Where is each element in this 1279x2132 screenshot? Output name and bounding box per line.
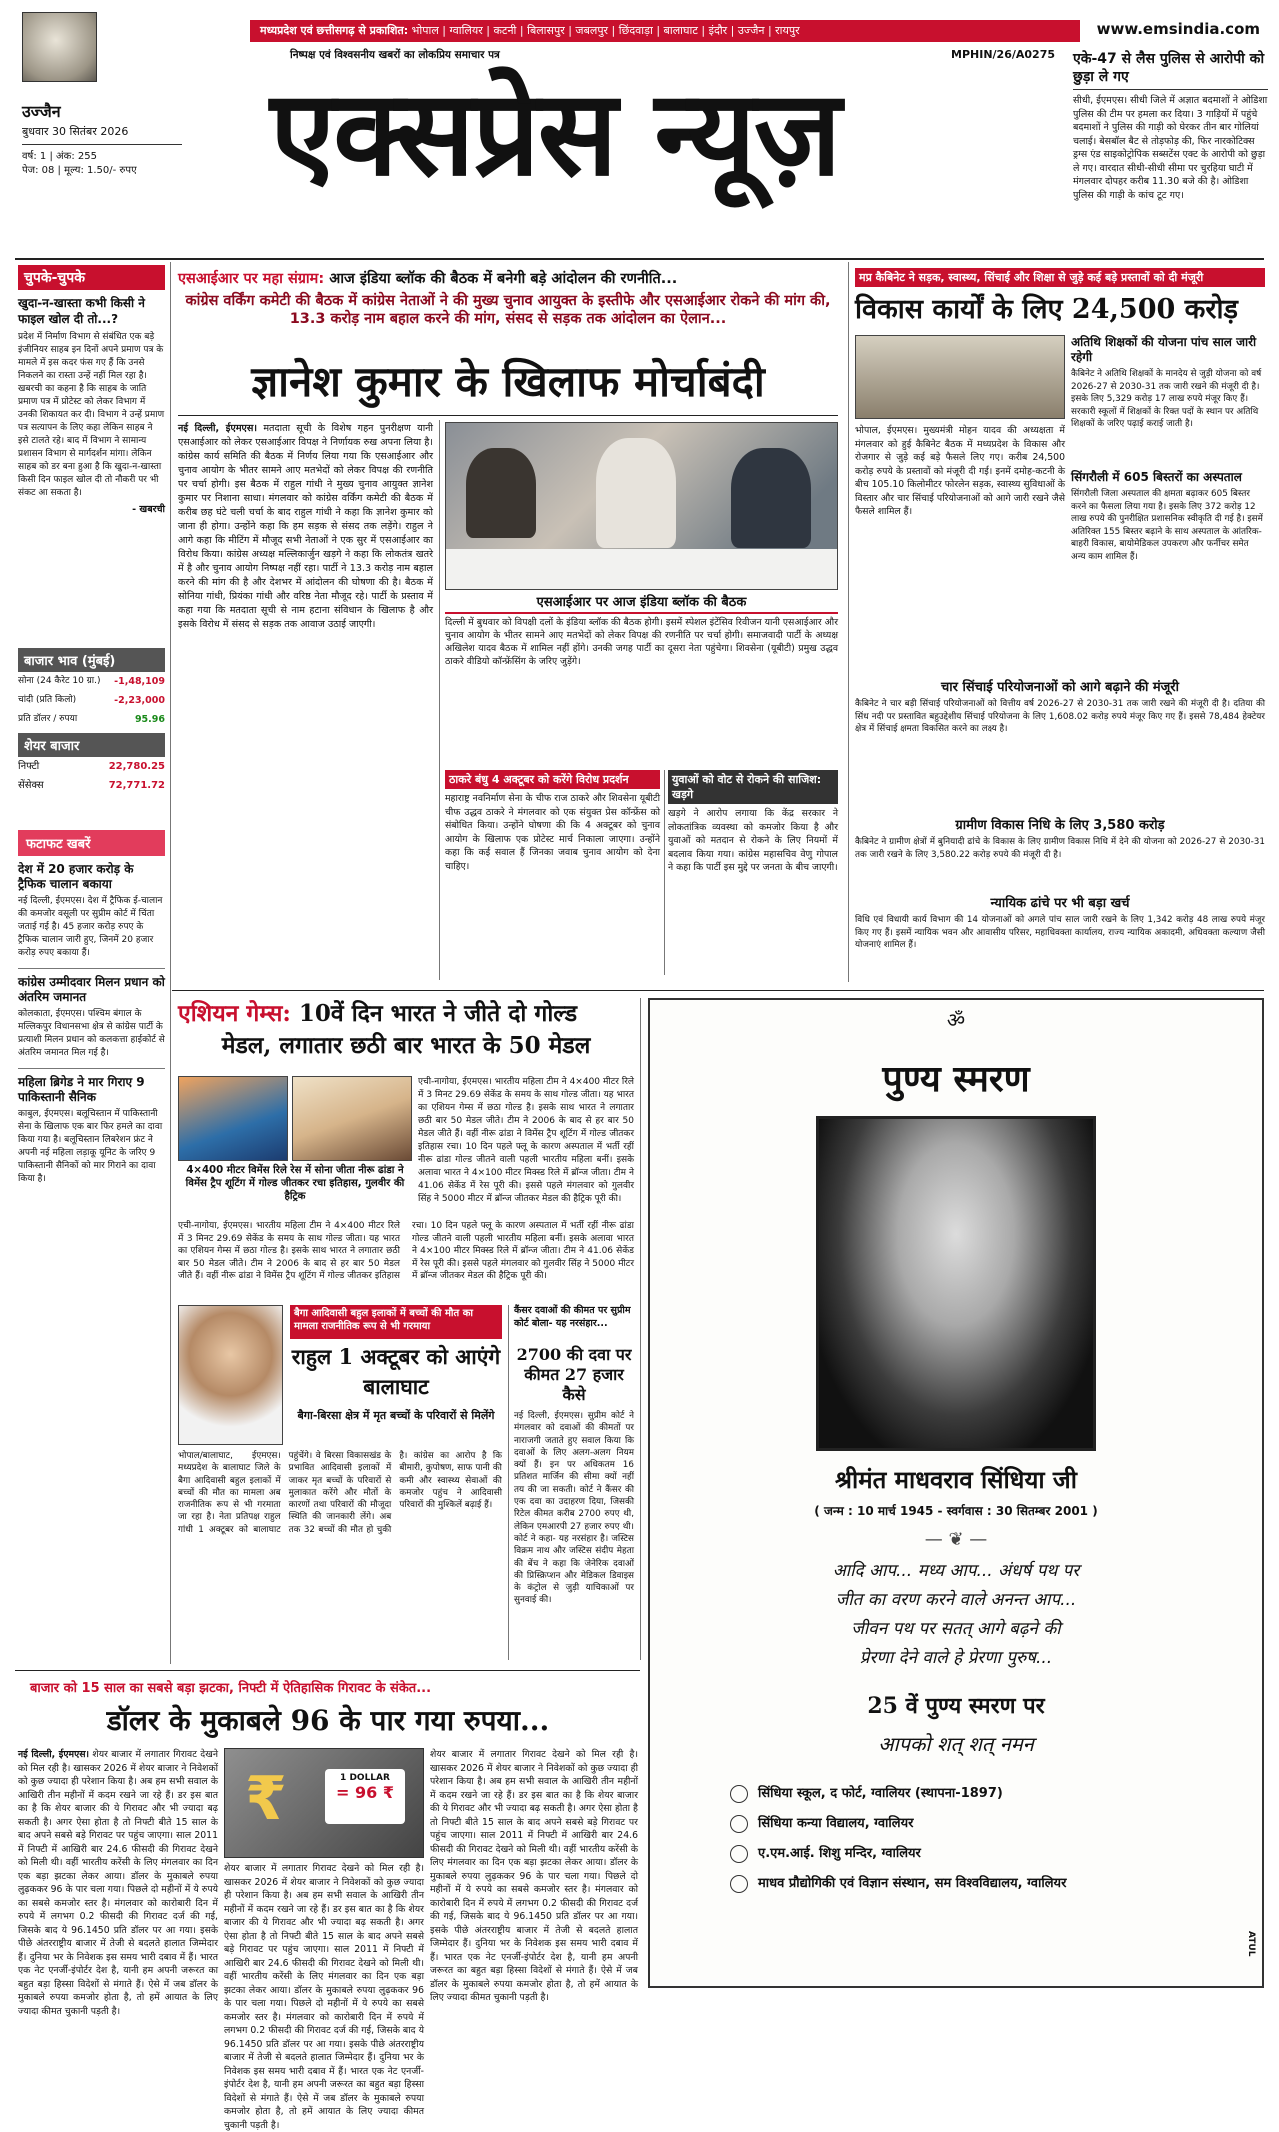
institution-3 xyxy=(730,1839,1262,1869)
tribute-photo xyxy=(816,1116,1096,1451)
rupee-dateline: नई दिल्ली, ईएमएस। xyxy=(18,1749,90,1760)
nifty-row xyxy=(18,757,165,776)
sports-headline xyxy=(178,998,634,1072)
sports-kicker: एशियन गेम्स: xyxy=(178,1000,291,1027)
gold-value: -1,48,109 xyxy=(114,676,165,687)
market-title: बाजार भाव (मुंबई) xyxy=(18,648,165,672)
sports-body-side-text: एची-नागोया, ईएमएस। भारतीय महिला टीम ने 4×400 मीटर रिले में 3 मिनट 29.69 सेकेंड के समय के साथ गोल्ड जीता। यह भारत का एशियन गेम्स में छठा गोल्ड है। इसके साथ भारत ने लगातार छठी बार 50 मेडल जीते। टीम ने 2006 के बाद से हर बार 50 मेडल जीते हैं। वहीं नीरू ढांडा ने विमेंस ट्रैप शूटिंग में गोल्ड जीतकर इतिहास रचा। 10 दिन पहले फ्लू के कारण अस्पताल में भर्ती रहीं नीरू ढांडा गोल्ड जीतने वाली पहली भारतीय महिला बनीं। इसके अलावा भारत ने 4×100 मीटर मिक्स्ड रिले में ब्रॉन्ज जीता। टीम ने 41.06 सेकेंड में रेस पूरी की। इससे पहले मंगलवार को गुलवीर सिंह ने 5000 मीटर में ब्रॉन्ज जीतकर मेडल की हैट्रिक पूरी की। xyxy=(418,1077,634,1204)
institution-4 xyxy=(730,1869,1262,1899)
sports-photo-relay xyxy=(178,1076,288,1161)
guest-teacher-box xyxy=(1071,335,1265,467)
gold-row xyxy=(18,672,165,691)
lead-kicker-rest: आज इंडिया ब्लॉक की बैठक में बनेगी बड़े आंदोलन की रणनीति... xyxy=(329,271,678,287)
chupke-head: खुदा-न-खास्ता कभी किसी ने फाइल खोल दी तो...? xyxy=(18,296,145,326)
sensex-row xyxy=(18,776,165,795)
top-story-body: सीधी, ईएमएस। सीधी जिले में अज्ञात बदमाशों ने ओडिशा पुलिस की टीम पर हमला कर दिया। 3 गाड़ियों में पहुंचे बदमाशों ने पुलिस की गाड़ी को घेरकर तीन बार गोलियां चलाई। बेसबॉल बैट से तोड़फोड़ की, फिर नारकोटिक्स ड्रग्स एंड साइकोट्रोपिक सब्सटेंस एक्ट के आरोपी को छुड़ा ले गए। वारदात सीधी-सीधी सीमा पर चुरहिया घाटी में मंगलवार दोपहर करीब 11.30 बजे की है। ओडिशा पुलिस की गाड़ी के कांच टूट गए। xyxy=(1073,95,1268,201)
fatafat-item-3-body: काबुल, ईएमएस। बलूचिस्तान में पाकिस्तानी सेना के खिलाफ एक बार फिर हमले का दावा किया गया है। बलूचिस्तान लिबरेशन फ्रंट ने अपनी नई महिला लड़ाकू यूनिट के जरिए 9 पाकिस्तानी सैनिकों को मार गिराने का दावा किया है। xyxy=(18,1109,163,1184)
sports-headline-line2: मेडल, लगातार छठी बार भारत के 50 मेडल xyxy=(221,1032,591,1059)
kharge-head: युवाओं को वोट से रोकने की साजिश: खड़गे xyxy=(668,770,838,804)
rupee-body: शेयर बाजार में लगातार गिरावट देखने को मिल रही है। खासकर 2026 में शेयर बाजार ने निवेशकों को कुछ ज्यादा ही परेशान किया है। अब हम सभी सवाल के आखिरी तीन महीनों में कदम रखने जा रहे हैं। डर इस बात का है कि शेयर बाजार की ये गिरावट और भी ज्यादा बढ़ सकती है। अगर ऐसा होता है तो निफ्टी बीते 15 साल के बाद अपने सबसे बड़े गिरावट पर पहुंच जाएगा। साल 2011 में निफ्टी में आखिरी बार 24.6 फीसदी की गिरावट देखने को मिली थी। वहीं भारतीय करेंसी के लिए मंगलवार का दिन एक बड़ा झटका लेकर आया। डॉलर के मुकाबले रुपया लुढ़ककर 96 के पार चला गया। पिछले दो महीनों में ये रुपये का सबसे कमजोर स्तर है। मंगलवार को कारोबारी दिन में रुपये में लगभग 0.2 फीसदी की गिरावट दर्ज की गई, जिसके बाद ये 96.1450 प्रति डॉलर पर आ गया। इसके पीछे अंतरराष्ट्रीय बाजार में तेजी से बदलते हालात जिम्मेदार हैं। दुनिया भर के निवेशक इस समय भारी दबाव में हैं। भारत एक नेट एनर्जी-इंपोर्टर देश है, यानी हम अपनी जरूरत का बहुत बड़ा हिस्सा विदेशों से मंगाते हैं। ऐसे में जब डॉलर के मुकाबले रुपया कमजोर होता है, तो हमें आयात के लिए ज्यादा कीमत चुकानी पड़ती है। xyxy=(18,1749,218,2017)
reg-number: MPHIN/26/A0275 xyxy=(951,48,1055,61)
tribute-homage: आपको शत् शत् नमन xyxy=(878,1732,1034,1756)
edition-cities: भोपाल | ग्वालियर | कटनी | बिलासपुर | जबलपुर | छिंदवाड़ा | बालाघाट | इंदौर | उज्जैन | रायपुर xyxy=(411,24,800,37)
tribute-name: श्रीमंत माधवराव सिंधिया जी xyxy=(835,1465,1077,1494)
nifty-value: 22,780.25 xyxy=(108,761,165,772)
rupee-body-cont: शेयर बाजार में लगातार गिरावट देखने को मिल रही है। खासकर 2026 में शेयर बाजार ने निवेशकों को कुछ ज्यादा ही परेशान किया है। अब हम सभी सवाल के आखिरी तीन महीनों में कदम रखने जा रहे हैं। डर इस बात का है कि शेयर बाजार की ये गिरावट और भी ज्यादा बढ़ सकती है। अगर ऐसा होता है तो निफ्टी बीते 15 साल के बाद अपने सबसे बड़े गिरावट पर पहुंच जाएगा। साल 2011 में निफ्टी में आखिरी बार 24.6 फीसदी की गिरावट देखने को मिली थी। वहीं भारतीय करेंसी के लिए मंगलवार का दिन एक बड़ा झटका लेकर आया। डॉलर के मुकाबले रुपया लुढ़ककर 96 के पार चला गया। पिछले दो महीनों में ये रुपये का सबसे कमजोर स्तर है। मंगलवार को कारोबारी दिन में रुपये में लगभग 0.2 फीसदी की गिरावट दर्ज की गई, जिसके बाद ये 96.1450 प्रति डॉलर पर आ गया। इसके पीछे अंतरराष्ट्रीय बाजार में तेजी से बदलते हालात जिम्मेदार हैं। दुनिया भर के निवेशक इस समय भारी दबाव में हैं। भारत एक नेट एनर्जी-इंपोर्टर देश है, यानी हम अपनी जरूरत का बहुत बड़ा हिस्सा विदेशों से मंगाते हैं। ऐसे में जब डॉलर के मुकाबले रुपया कमजोर होता है, तो हमें आयात के लिए ज्यादा कीमत चुकानी पड़ती है। xyxy=(224,1863,424,2131)
fatafat-item-3-head: महिला ब्रिगेड ने मार गिराए 9 पाकिस्तानी सैनिक xyxy=(18,1075,145,1104)
cabinet-kicker: मप्र कैबिनेट ने सड़क, स्वास्थ्य, सिंचाई और शिक्षा से जुड़े कई बड़े प्रस्तावों को दी मंजूरी xyxy=(855,268,1265,287)
institution-2 xyxy=(730,1809,1262,1839)
issue-date: बुधवार 30 सितंबर 2026 xyxy=(22,125,129,138)
judicial-story xyxy=(855,896,1265,982)
masthead-logo-portrait xyxy=(22,12,97,82)
guest-teacher-body: कैबिनेट ने अतिथि शिक्षकों के मानदेय से जुड़ी योजना को वर्ष 2026-27 से 2030-31 तक जारी रखने की मंजूरी दी है। इसके लिए 5,329 करोड़ 17 लाख रुपये मंजूर किए हैं। सरकारी स्कूलों में शिक्षकों के रिक्त पदों के स्थान पर अतिथि शिक्षकों के जरिए पढ़ाई कराई जाती है। xyxy=(1071,369,1262,429)
irrigation-body: कैबिनेट ने चार बड़ी सिंचाई परियोजनाओं को वित्तीय वर्ष 2026-27 से 2030-31 तक जारी रखने की मंजूरी दी है। दतिया की सिंध नदी पर प्रस्तावित बहुउद्देशीय सिंचाई परियोजना के लिए 1,608.02 करोड़ रुपये मंजूर किए गए हैं। इससे 78,484 हेक्टेयर क्षेत्र में सिंचाई क्षमता विकसित करने का लक्ष्य है। xyxy=(855,699,1265,734)
rural-fund-story xyxy=(855,818,1265,893)
sensex-value: 72,771.72 xyxy=(108,780,165,791)
drugs-headline: 2700 की दवा पर कीमत 27 हजार कैसे xyxy=(516,1345,632,1404)
sports-body-side xyxy=(418,1076,634,1216)
singrauli-box xyxy=(1071,470,1265,675)
sports-photo-shooter xyxy=(292,1076,412,1161)
rupee-body-cont-2: शेयर बाजार में लगातार गिरावट देखने को मिल रही है। खासकर 2026 में शेयर बाजार ने निवेशकों को कुछ ज्यादा ही परेशान किया है। अब हम सभी सवाल के आखिरी तीन महीनों में कदम रखने जा रहे हैं। डर इस बात का है कि शेयर बाजार की ये गिरावट और भी ज्यादा बढ़ सकती है। अगर ऐसा होता है तो निफ्टी बीते 15 साल के बाद अपने सबसे बड़े गिरावट पर पहुंच जाएगा। साल 2011 में निफ्टी में आखिरी बार 24.6 फीसदी की गिरावट देखने को मिली थी। वहीं भारतीय करेंसी के लिए मंगलवार का दिन एक बड़ा झटका लेकर आया। डॉलर के मुकाबले रुपया लुढ़ककर 96 के पार चला गया। पिछले दो महीनों में ये रुपये का सबसे कमजोर स्तर है। मंगलवार को कारोबारी दिन में रुपये में लगभग 0.2 फीसदी की गिरावट दर्ज की गई, जिसके बाद ये 96.1450 प्रति डॉलर पर आ गया। इसके पीछे अंतरराष्ट्रीय बाजार में तेजी से बदलते हालात जिम्मेदार हैं। दुनिया भर के निवेशक इस समय भारी दबाव में हैं। भारत एक नेट एनर्जी-इंपोर्टर देश है, यानी हम अपनी जरूरत का बहुत बड़ा हिस्सा विदेशों से मंगाते हैं। ऐसे में जब डॉलर के मुकाबले रुपया कमजोर होता है, तो हमें आयात के लिए ज्यादा कीमत चुकानी पड़ती है। xyxy=(430,1749,638,2003)
institution-1 xyxy=(730,1779,1262,1809)
institution-3-name: ए.एम.आई. शिशु मन्दिर, ग्वालियर xyxy=(758,1846,921,1861)
issue-price: मूल्य: 1.50/- रुपए xyxy=(64,165,137,176)
institution-1-name: सिंधिया स्कूल, द फोर्ट, ग्वालियर (स्थापना-1897) xyxy=(758,1786,1003,1801)
market-box xyxy=(18,648,165,813)
singrauli-body: सिंगरौली जिला अस्पताल की क्षमता बढ़ाकर 605 बिस्तर करने का फैसला लिया गया है। इसके लिए 372 करोड़ 12 लाख रुपये की पुनरीक्षित प्रशासनिक स्वीकृति दी गई है। इसमें अतिरिक्त 155 बिस्तर बढ़ाने के साथ अस्पताल के आंतरिक-बाहरी विकास, बायोमेडिकल उपकरण और फर्नीचर समेत अन्य काम शामिल हैं। xyxy=(1071,489,1263,562)
rahul-kicker: बैगा आदिवासी बहुल इलाकों में बच्चों की मौत का मामला राजनीतिक रूप से भी गरमाया xyxy=(290,1305,502,1339)
tribute-verse-3: जीवन पथ पर सतत् आगे बढ़ने की xyxy=(851,1619,1061,1639)
tribute-verse-4: प्रेरणा देने वाले हे प्रेरणा पुरुष... xyxy=(859,1648,1053,1668)
rural-fund-head: ग्रामीण विकास निधि के लिए 3,580 करोड़ xyxy=(955,818,1165,833)
usd-row xyxy=(18,710,165,729)
rupee-graphic xyxy=(224,1748,424,1858)
lead-body: मतदाता सूची के विशेष गहन पुनरीक्षण यानी एसआईआर को लेकर एसआईआर विपक्ष ने निर्णायक रुख अपना लिया है। कांग्रेस कार्य समिति की बैठक में निर्णय लिया गया कि एसआईआर और चुनाव आयोग के भीतर सामने आए मतभेदों को लेकर विपक्ष की रणनीति पर चर्चा होगी। इस बैठक में राहुल गांधी ने मुख्य चुनाव आयुक्त ज्ञानेश कुमार पर निशाना साधा। मंगलवार को कांग्रेस वर्किंग कमेटी की बैठक में करीब छह घंटे चली चर्चा के बाद राहुल गांधी ने कहा कि ज्ञानेश कुमार को जाना ही होगा। उन्होंने कहा कि हम सड़क से संसद तक लड़ेंगे। राहुल ने आगे कहा कि मीटिंग में मौजूद सभी नेताओं ने एक सुर में एसआईआर का विरोध किया। कांग्रेस अध्यक्ष मल्लिकार्जुन खड़गे ने कहा कि लोकतंत्र खतरे में है और चुनाव आयोग निष्पक्ष नहीं रहा। पार्टी ने 13.3 करोड़ नाम बहाल करने की मांग की है और देशभर में आंदोलन की घोषणा की है। बैठक में सोनिया गांधी, प्रियंका गांधी और वरिष्ठ नेता मौजूद रहे। पार्टी के प्रस्ताव में कहा गया कि मतदाता सूची से नाम हटाना संविधान के खिलाफ है और इसके विरोध में संसद से सड़क तक आवाज उठाई जाएगी। xyxy=(178,423,433,630)
chupke-body: प्रदेश में निर्माण विभाग से संबंधित एक बड़े इंजीनियर साहब इन दिनों अपने प्रमाण पत्र के मामले में इस कदर फंस गए हैं कि उनसे निकलने का रास्ता उन्हें नहीं मिल रहा है। खबरची का कहना है कि साहब के जाति प्रमाण पत्र में प्रोटेस्ट को लेकर विभाग में उनकी शिकायत कर दी। विभाग ने उन्हें प्रमाण पत्र सत्यापन के लिए कहा लेकिन साहब ने इसे टालते रहे। बाद में विभाग ने सामान्य प्रशासन विभाग से मार्गदर्शन मांगा। लेकिन साहब को डर बना हुआ है कि खुदा-न-खास्ता किसी दिन फाइल खोल दी तो नौकरी पर भी संकट आ सकता है। xyxy=(18,332,165,498)
judicial-body: विधि एवं विधायी कार्य विभाग की 14 योजनाओं को अगले पांच साल जारी रखने के लिए 1,342 करोड़ 48 लाख रुपये मंजूर किए गए हैं। इसमें न्यायिक भवन और आवासीय परिसर, महाधिवक्ता कार्यालय, राज्य न्यायिक अकादमी, अधिवक्ता कल्याण जैसी योजनाएं शामिल हैं। xyxy=(855,915,1265,950)
guest-teacher-head: अतिथि शिक्षकों की योजना पांच साल जारी रहेगी xyxy=(1071,335,1257,364)
fatafat-item-2-body: कोलकाता, ईएमएस। पश्चिम बंगाल के मल्लिकपुर विधानसभा क्षेत्र से कांग्रेस पार्टी के प्रत्याशी मिलन प्रधान को कलकत्ता हाईकोर्ट से अंतरिम जमानत मिल गई है। xyxy=(18,1009,165,1058)
lead-story-text xyxy=(178,422,433,977)
rahul-headline: राहुल 1 अक्टूबर को आएंगे बालाघाट xyxy=(291,1344,501,1399)
drugs-kicker: कैंसर दवाओं की कीमत पर सुप्रीम कोर्ट बोला- यह नरसंहार... xyxy=(514,1305,631,1329)
lead-dateline: नई दिल्ली, ईएमएस। xyxy=(178,423,257,434)
issue-info: वर्ष: 1 | अंक: 255 पेज: 08 | मूल्य: 1.50/- रुपए xyxy=(22,151,137,176)
drugs-body: नई दिल्ली, ईएमएस। सुप्रीम कोर्ट ने मंगलवार को दवाओं की कीमतों पर नाराजगी जताते हुए सवाल किया कि दवाओं के लिए अलग-अलग नियम क्यों हैं। इन पर अधिकतम 16 प्रतिशत मार्जिन की सीमा क्यों नहीं तय की जा सकती। कोर्ट ने कैंसर की एक दवा का उदाहरण दिया, जिसकी रिटेल कीमत करीब 2700 रुपए थी, लेकिन एमआरपी 27 हजार रुपए थी। कोर्ट ने कहा- यह नरसंहार है। जस्टिस विक्रम नाथ और जस्टिस संदीप मेहता की बेंच ने कहा कि जेनेरिक दवाओं की प्रिस्क्रिप्शन और मेडिकल डिवाइस के कंट्रोल से जुड़ी याचिकाओं पर सुनवाई की। xyxy=(514,1411,634,1606)
sensex-label: सेंसेक्स xyxy=(18,780,44,791)
thackeray-story xyxy=(445,770,660,980)
tribute-dates: ( जन्म : 10 मार्च 1945 - स्वर्गवास : 30 सितम्बर 2001 ) xyxy=(814,1504,1098,1518)
rural-fund-body: कैबिनेट ने ग्रामीण क्षेत्रों में बुनियादी ढांचे के विकास के लिए ग्रामीण विकास निधि में देने की योजना को 2026-27 से 2030-31 तक जारी रखने के लिए 3,580.22 करोड़ रुपये की मंजूरी दी है। xyxy=(855,837,1265,860)
kharge-story xyxy=(668,770,838,980)
sports-caption: 4×400 मीटर विमेंस रिले रेस में सोना जीता नीरू ढांडा ने विमेंस ट्रैप शूटिंग में गोल्ड जीतकर रचा इतिहास, गुलवीर की हैट्रिक xyxy=(185,1165,405,1202)
institution-logo-icon xyxy=(730,1785,748,1803)
rahul-body: भोपाल/बालाघाट, ईएमएस। मध्यप्रदेश के बालाघाट जिले के बैगा आदिवासी बहुल इलाकों में बच्चों की मौत का मामला अब राजनीतिक रूप से भी गरमाता जा रहा है। नेता प्रतिपक्ष राहुल गांधी 1 अक्टूबर को बालाघाट पहुंचेंगे। वे बिरसा विकासखंड के प्रभावित आदिवासी इलाकों में जाकर मृत बच्चों के परिवारों से मुलाकात करेंगे और मौतों के कारणों तथा परिवारों की मौजूदा स्थिति की जानकारी लेंगे। अब तक 32 बच्चों की मौत हो चुकी है। कांग्रेस का आरोप है कि बीमारी, कुपोषण, साफ पानी की कमी और स्वास्थ्य सेवाओं की कमजोर पहुंच ने आदिवासी परिवारों की मुश्किलें बढ़ाई हैं। xyxy=(178,1451,502,1535)
printed-from-label: मध्यप्रदेश एवं छत्तीसगढ़ से प्रकाशित: xyxy=(260,24,409,37)
irrigation-story xyxy=(855,680,1265,815)
lead-photo xyxy=(445,422,838,590)
institution-logo-icon xyxy=(730,1845,748,1863)
lead-subhead: कांग्रेस वर्किंग कमेटी की बैठक में कांग्रेस नेताओं ने की मुख्य चुनाव आयुक्त के इस्तीफे और एसआईआर रोकने की मांग की, 13.3 करोड़ नाम बहाल करने की मांग, संसद से सड़क तक आंदोलन का ऐलान... xyxy=(185,293,831,327)
tribute-ad xyxy=(648,998,1264,1988)
irrigation-head: चार सिंचाई परियोजनाओं को आगे बढ़ाने की मंजूरी xyxy=(940,680,1179,695)
rupee-text-col3 xyxy=(430,1748,638,2003)
chupke-credit: - खबरची xyxy=(132,504,165,515)
cabinet-photo xyxy=(855,335,1065,419)
silver-label: चांदी (प्रति किलो) xyxy=(18,695,77,705)
rupee-text-col1 xyxy=(18,1748,218,2017)
website: www.emsindia.com xyxy=(1096,20,1260,38)
institution-logo-icon xyxy=(730,1875,748,1893)
tagline: निष्पक्ष एवं विश्वसनीय खबरों का लोकप्रिय समाचार पत्र xyxy=(290,49,500,61)
cabinet-body: भोपाल, ईएमएस। मुख्यमंत्री मोहन यादव की अध्यक्षता में मंगलवार को हुई कैबिनेट बैठक में मध्यप्रदेश के विकास और रोजगार से जुड़े कई बड़े फैसले लिए गए। करीब 24,500 करोड़ रुपये के प्रस्तावों को मंजूरी दी गई। इनमें दमोह-कटनी के बीच 105.10 किलोमीटर फोरलेन सड़क, स्वास्थ्य सुविधाओं के विस्तार और चार सिंचाई परियोजनाओं को आगे जारी रखने जैसे फैसले शामिल हैं। xyxy=(855,425,1065,517)
lead-photo-text: दिल्ली में बुधवार को विपक्षी दलों के इंडिया ब्लॉक की बैठक होगी। इसमें स्पेशल इंटेंसिव रिवीजन यानी एसआईआर और चुनाव आयोग के भीतर सामने आए मतभेदों को लेकर विपक्ष की रणनीति पर चर्चा होगी। समाजवादी पार्टी के अध्यक्ष अखिलेश यादव बैठक में शामिल नहीं होंगे। उनकी जगह पार्टी का दूसरा नेता पहुंचेगा। शिवसेना (यूबीटी) प्रमुख उद्धव ठाकरे वीडियो कॉन्फ्रेंसिंग के जरिए जुड़ेंगे। xyxy=(445,617,838,667)
fatafat-section xyxy=(18,830,165,1664)
sports-body: एची-नागोया, ईएमएस। भारतीय महिला टीम ने 4×400 मीटर रिले में 3 मिनट 29.69 सेकेंड के समय के साथ गोल्ड जीता। यह भारत का एशियन गेम्स में छठा गोल्ड है। इसके साथ भारत ने लगातार छठी बार 50 मेडल जीते। टीम ने 2006 के बाद से हर बार 50 मेडल जीते हैं। वहीं नीरू ढांडा ने विमेंस ट्रैप शूटिंग में गोल्ड जीतकर इतिहास रचा। 10 दिन पहले फ्लू के कारण अस्पताल में भर्ती रहीं नीरू ढांडा गोल्ड जीतने वाली पहली भारतीय महिला बनीं। इसके अलावा भारत ने 4×100 मीटर मिक्स्ड रिले में ब्रॉन्ज जीता। टीम ने 41.06 सेकेंड में रेस पूरी की। इससे पहले मंगलवार को गुलवीर सिंह ने 5000 मीटर में ब्रॉन्ज जीतकर मेडल की हैट्रिक पूरी की। xyxy=(178,1221,634,1281)
rupee-text-col2 xyxy=(224,1862,424,2131)
fatafat-item-2-head: कांग्रेस उम्मीदवार मिलन प्रधान को अंतरिम जमानत xyxy=(18,975,165,1004)
rahul-photo xyxy=(178,1305,283,1445)
silver-row xyxy=(18,691,165,710)
tribute-verse-1: आदि आप... मध्य आप... अंधर्ष पथ पर xyxy=(832,1561,1080,1581)
institution-2-name: सिंधिया कन्या विद्यालय, ग्वालियर xyxy=(758,1816,914,1831)
sports-headline-line1: 10वें दिन भारत ने जीते दो गोल्ड xyxy=(298,1000,578,1027)
rupee-headline: डॉलर के मुकाबले 96 के पार गया रुपया... xyxy=(106,1704,550,1737)
kharge-body: खड़गे ने आरोप लगाया कि केंद्र सरकार ने लोकतांत्रिक व्यवस्था को कमजोर किया है और युवाओं को मतदान से रोकने के लिए नियमों में बदलाव किया गया। कांग्रेस महासचिव वेणु गोपाल ने कहा कि पार्टी इस मुद्दे पर जनता के बीच जाएगी। xyxy=(668,808,838,873)
institution-logo-icon xyxy=(730,1815,748,1833)
rupee-kicker: बाजार को 15 साल का सबसे बड़ा झटका, निफ्टी में ऐतिहासिक गिरावट के संकेत... xyxy=(30,1681,432,1696)
issue-number: अंक: 255 xyxy=(56,151,97,162)
tribute-anniversary: 25 वें पुण्य स्मरण पर xyxy=(867,1693,1045,1719)
page-count: पेज: 08 xyxy=(22,165,55,176)
chupke-title: चुपके-चुपके xyxy=(18,265,165,290)
cabinet-headline: विकास कार्यों के लिए 24,500 करोड़ xyxy=(855,294,1238,325)
top-story xyxy=(1073,50,1268,260)
rahul-subhead: बैगा-बिरसा क्षेत्र में मृत बच्चों के परिवारों से मिलेंगे xyxy=(297,1409,495,1422)
tribute-title: पुण्य स्मरण xyxy=(882,1058,1030,1100)
nifty-label: निफ्टी xyxy=(18,761,40,772)
gold-label: सोना (24 कैरेट 10 ग्रा.) xyxy=(18,676,101,686)
silver-value: -2,23,000 xyxy=(114,695,165,706)
singrauli-head: सिंगरौली में 605 बिस्तरों का अस्पताल xyxy=(1071,470,1242,484)
om-symbol: ॐ xyxy=(946,1008,966,1032)
chupke-section xyxy=(18,265,165,637)
usd-label: प्रति डॉलर / रुपया xyxy=(18,714,78,724)
thackeray-head: ठाकरे बंधु 4 अक्टूबर को करेंगे विरोध प्रदर्शन xyxy=(445,770,660,789)
usd-value: 95.96 xyxy=(134,714,165,725)
top-story-head: एके-47 से लैस पुलिस से आरोपी को छुड़ा ले गए xyxy=(1073,50,1268,90)
fatafat-item-1-body: नई दिल्ली, ईएमएस। देश में ट्रैफिक ई-चालान की कमजोर वसूली पर सुप्रीम कोर्ट में चिंता जताई गई है। 45 हजार करोड़ रुपए के ट्रैफिक चालान जारी हुए, जिनमें 20 हजार करोड़ रुपए बकाया हैं। xyxy=(18,896,163,958)
rupee-graphic-value: = 96 ₹ xyxy=(336,1783,394,1802)
share-title: शेयर बाजार xyxy=(18,733,165,757)
fatafat-title: फटाफट खबरें xyxy=(18,830,165,856)
thackeray-body: महाराष्ट्र नवनिर्माण सेना के चीफ राज ठाकरे और शिवसेना यूबीटी चीफ उद्धव ठाकरे ने मंगलवार को एक संयुक्त प्रेस कॉन्फ्रेंस को संबोधित किया। उन्होंने घोषणा की कि 4 अक्टूबर को चुनाव आयोग के खिलाफ एक प्रोटेस्ट मार्च निकाला जाएगा। उन्होंने कहा कि कई सवाल हैं जिनका जवाब चुनाव आयोग को देना चाहिए। xyxy=(445,793,660,872)
artist-credit: ATUL xyxy=(1246,1930,1256,1956)
fatafat-item-1-head: देश में 20 हजार करोड़ के ट्रैफिक चालान बकाया xyxy=(18,862,134,891)
institution-4-name: माधव प्रौद्योगिकी एवं विज्ञान संस्थान, सम विश्वविद्यालय, ग्वालियर xyxy=(758,1876,1067,1891)
issue-year: वर्ष: 1 xyxy=(22,151,47,162)
judicial-head: न्यायिक ढांचे पर भी बड़ा खर्च xyxy=(990,896,1130,911)
tribute-divider: — ❦ — xyxy=(924,1529,988,1550)
edition-city: उज्जैन xyxy=(22,102,61,121)
printed-from-bar xyxy=(250,20,1080,42)
lead-photo-caption: एसआईआर पर आज इंडिया ब्लॉक की बैठक xyxy=(445,594,838,614)
newspaper-title: एक्सप्रेस न्यूज़ xyxy=(270,63,840,202)
rupee-symbol-icon: ₹ xyxy=(245,1764,287,1834)
rupee-graphic-label: 1 DOLLAR xyxy=(340,1773,390,1783)
tribute-verse-2: जीत का वरण करने वाले अनन्त आप... xyxy=(835,1590,1077,1610)
lead-headline: ज्ञानेश कुमार के खिलाफ मोर्चाबंदी xyxy=(251,357,765,406)
lead-kicker-label: एसआईआर पर महा संग्राम: xyxy=(178,271,325,287)
lead-kicker xyxy=(178,268,838,288)
